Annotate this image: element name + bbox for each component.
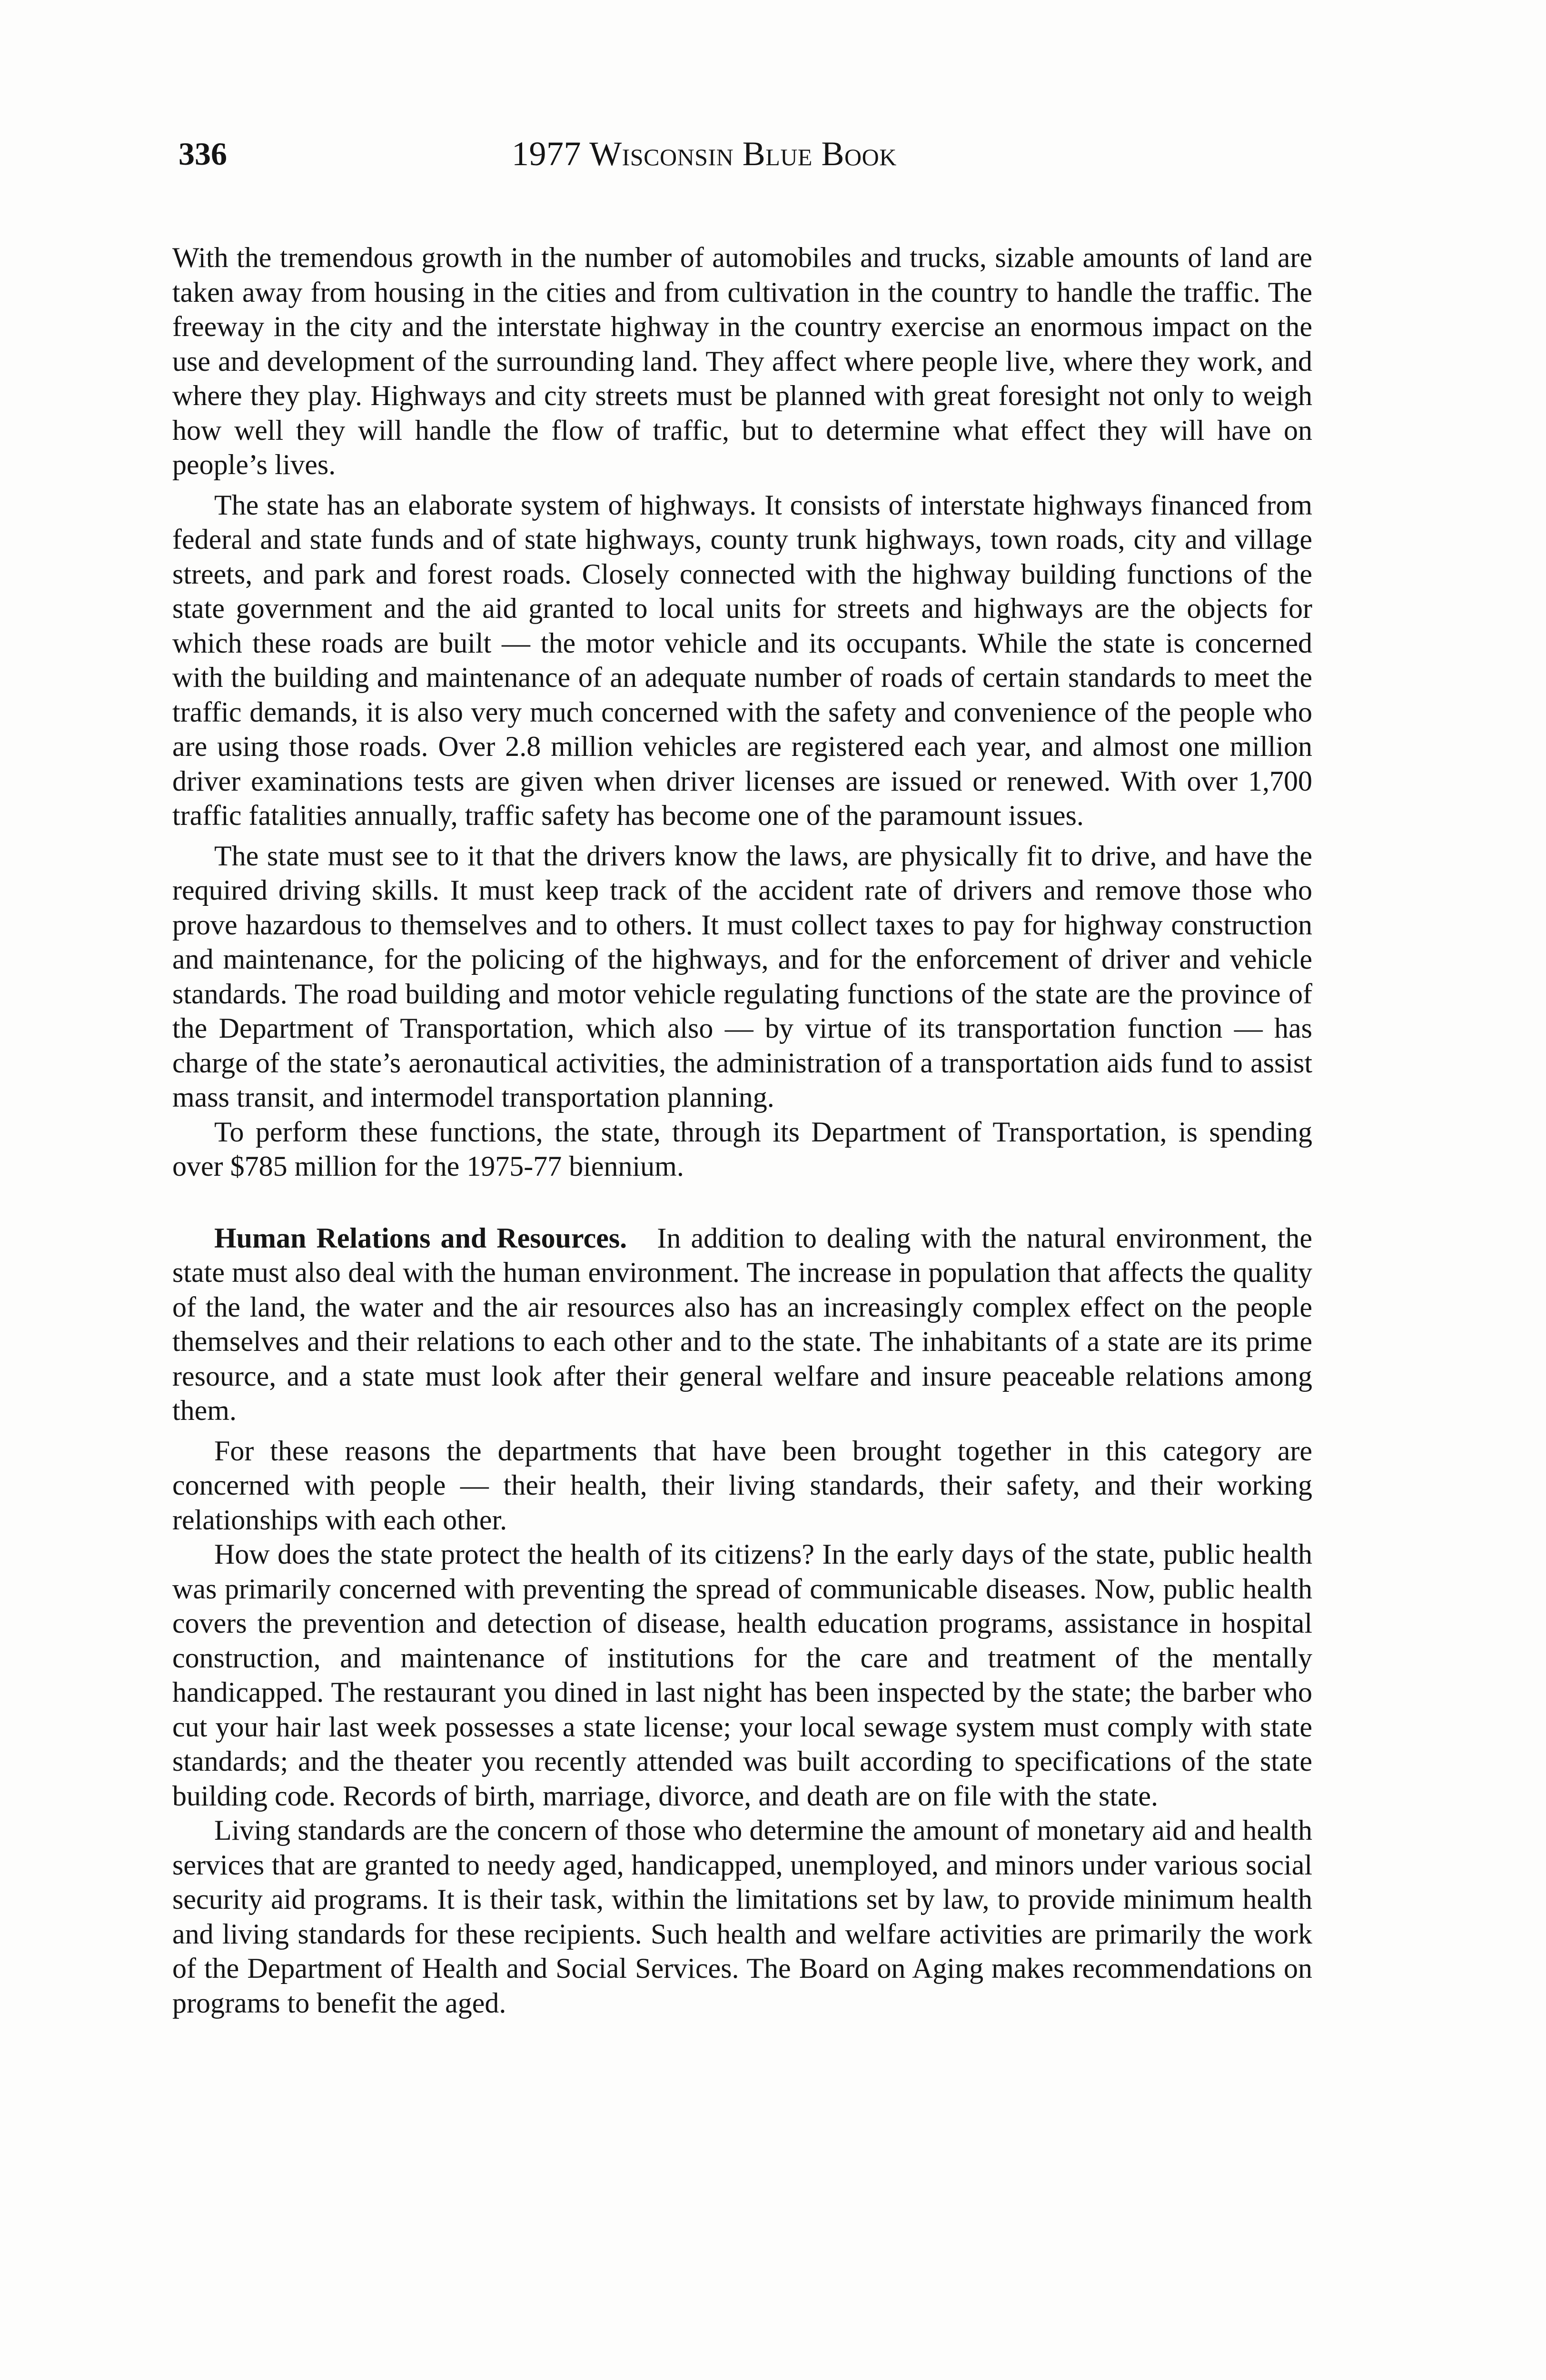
page-number: 336 [178,136,227,172]
paragraph-highway-system: The state has an elaborate system of highways. It consists of interstate highways financed from federal and state funds and of state highways, county trunk highways, town roads, city and village streets, and park and forest roads. Closely connected with the highway building functions of the state government and the aid granted to local units for streets and highways are the objects for which these roads are built — the motor vehicle and its occupants. While the state is concerned with the building and maintenance of an adequate number of roads of certain standards to meet the traffic demands, it is also very much concerned with the safety and convenience of the people who are using those roads. Over 2.8 million vehicles are registered each year, and almost one million driver examinations tests are given when driver licenses are issued or renewed. With over 1,700 traffic fatalities annually, traffic safety has become one of the paramount issues. [172,489,1312,831]
paragraph-people-concerns: For these reasons the departments that have been brought together in this category are concerned with people — their health, their living standards, their safety, and their working relationships with each other. [172,1435,1312,1536]
paragraph-public-health: How does the state protect the health of its citizens? In the early days of the state, public health was primarily concerned with preventing the spread of communicable diseases. Now, public health covers the prevention and detection of disease, health education programs, assistance in hospital construction, and maintenance of institutions for the care and treatment of the mentally handicapped. The restaurant you dined in last night has been inspected by the state; the barber who cut your hair last week possesses a state license; your local sewage system must comply with state standards; and the theater you recently attended was built according to specifications of the state building code. Records of birth, marriage, divorce, and death are on file with the state. [172,1538,1312,1812]
paragraph-human-relations-text: In addition to dealing with the natural environment, the state must also deal with the human environment. The increase in population that affects the quality of the land, the water and the air resources also has an increasingly complex effect on the people themselves and their relations to each other and to the state. The inhabitants of a state are its prime resource, and a state must look after their general welfare and insure peaceable relations among them. [172,1222,1313,1426]
paragraph-living-standards: Living standards are the concern of those who determine the amount of monetary aid and health services that are granted to needy aged, handicapped, unemployed, and minors under various social security aid programs. It is their task, within the limitations set by law, to provide minimum health and living standards for these recipients. Such health and welfare activities are primarily the work of the Department of Health and Social Services. The Board on Aging makes recommendations on programs to benefit the aged. [172,1815,1312,2019]
paragraph-transportation-spending: To perform these functions, the state, through its Department of Transportation, is spending over $785 million for the 1975-77 biennium. [172,1116,1312,1182]
section-heading-human-relations: Human Relations and Resources. [214,1222,627,1254]
page-header [178,128,1387,180]
paragraph-human-relations [172,1221,1312,1428]
body-text [172,240,1312,2020]
running-title: 1977 Wisconsin Blue Book [512,135,897,173]
paragraph-land-use: With the tremendous growth in the number of automobiles and trucks, sizable amounts of land are taken away from housing in the cities and from cultivation in the country to handle the traffic. The freeway in the city and the interstate highway in the country exercise an enormous impact on the use and development of the surrounding land. They affect where people live, where they work, and where they play. Highways and city streets must be planned with great foresight not only to weigh how well they will handle the flow of traffic, but to determine what effect they will have on people’s lives. [172,242,1312,480]
paragraph-driver-regulation: The state must see to it that the drivers know the laws, are physically fit to drive, and have the required driving skills. It must keep track of the accident rate of drivers and remove those who prove hazardous to themselves and to others. It must collect taxes to pay for highway construction and maintenance, for the policing of the highways, and for the enforcement of driver and vehicle standards. The road building and motor vehicle regulating functions of the state are the province of the Department of Transportation, which also — by virtue of its transportation function — has charge of the state’s aeronautical activities, the administration of a transportation aids fund to assist mass transit, and intermodel transportation planning. [172,840,1312,1113]
